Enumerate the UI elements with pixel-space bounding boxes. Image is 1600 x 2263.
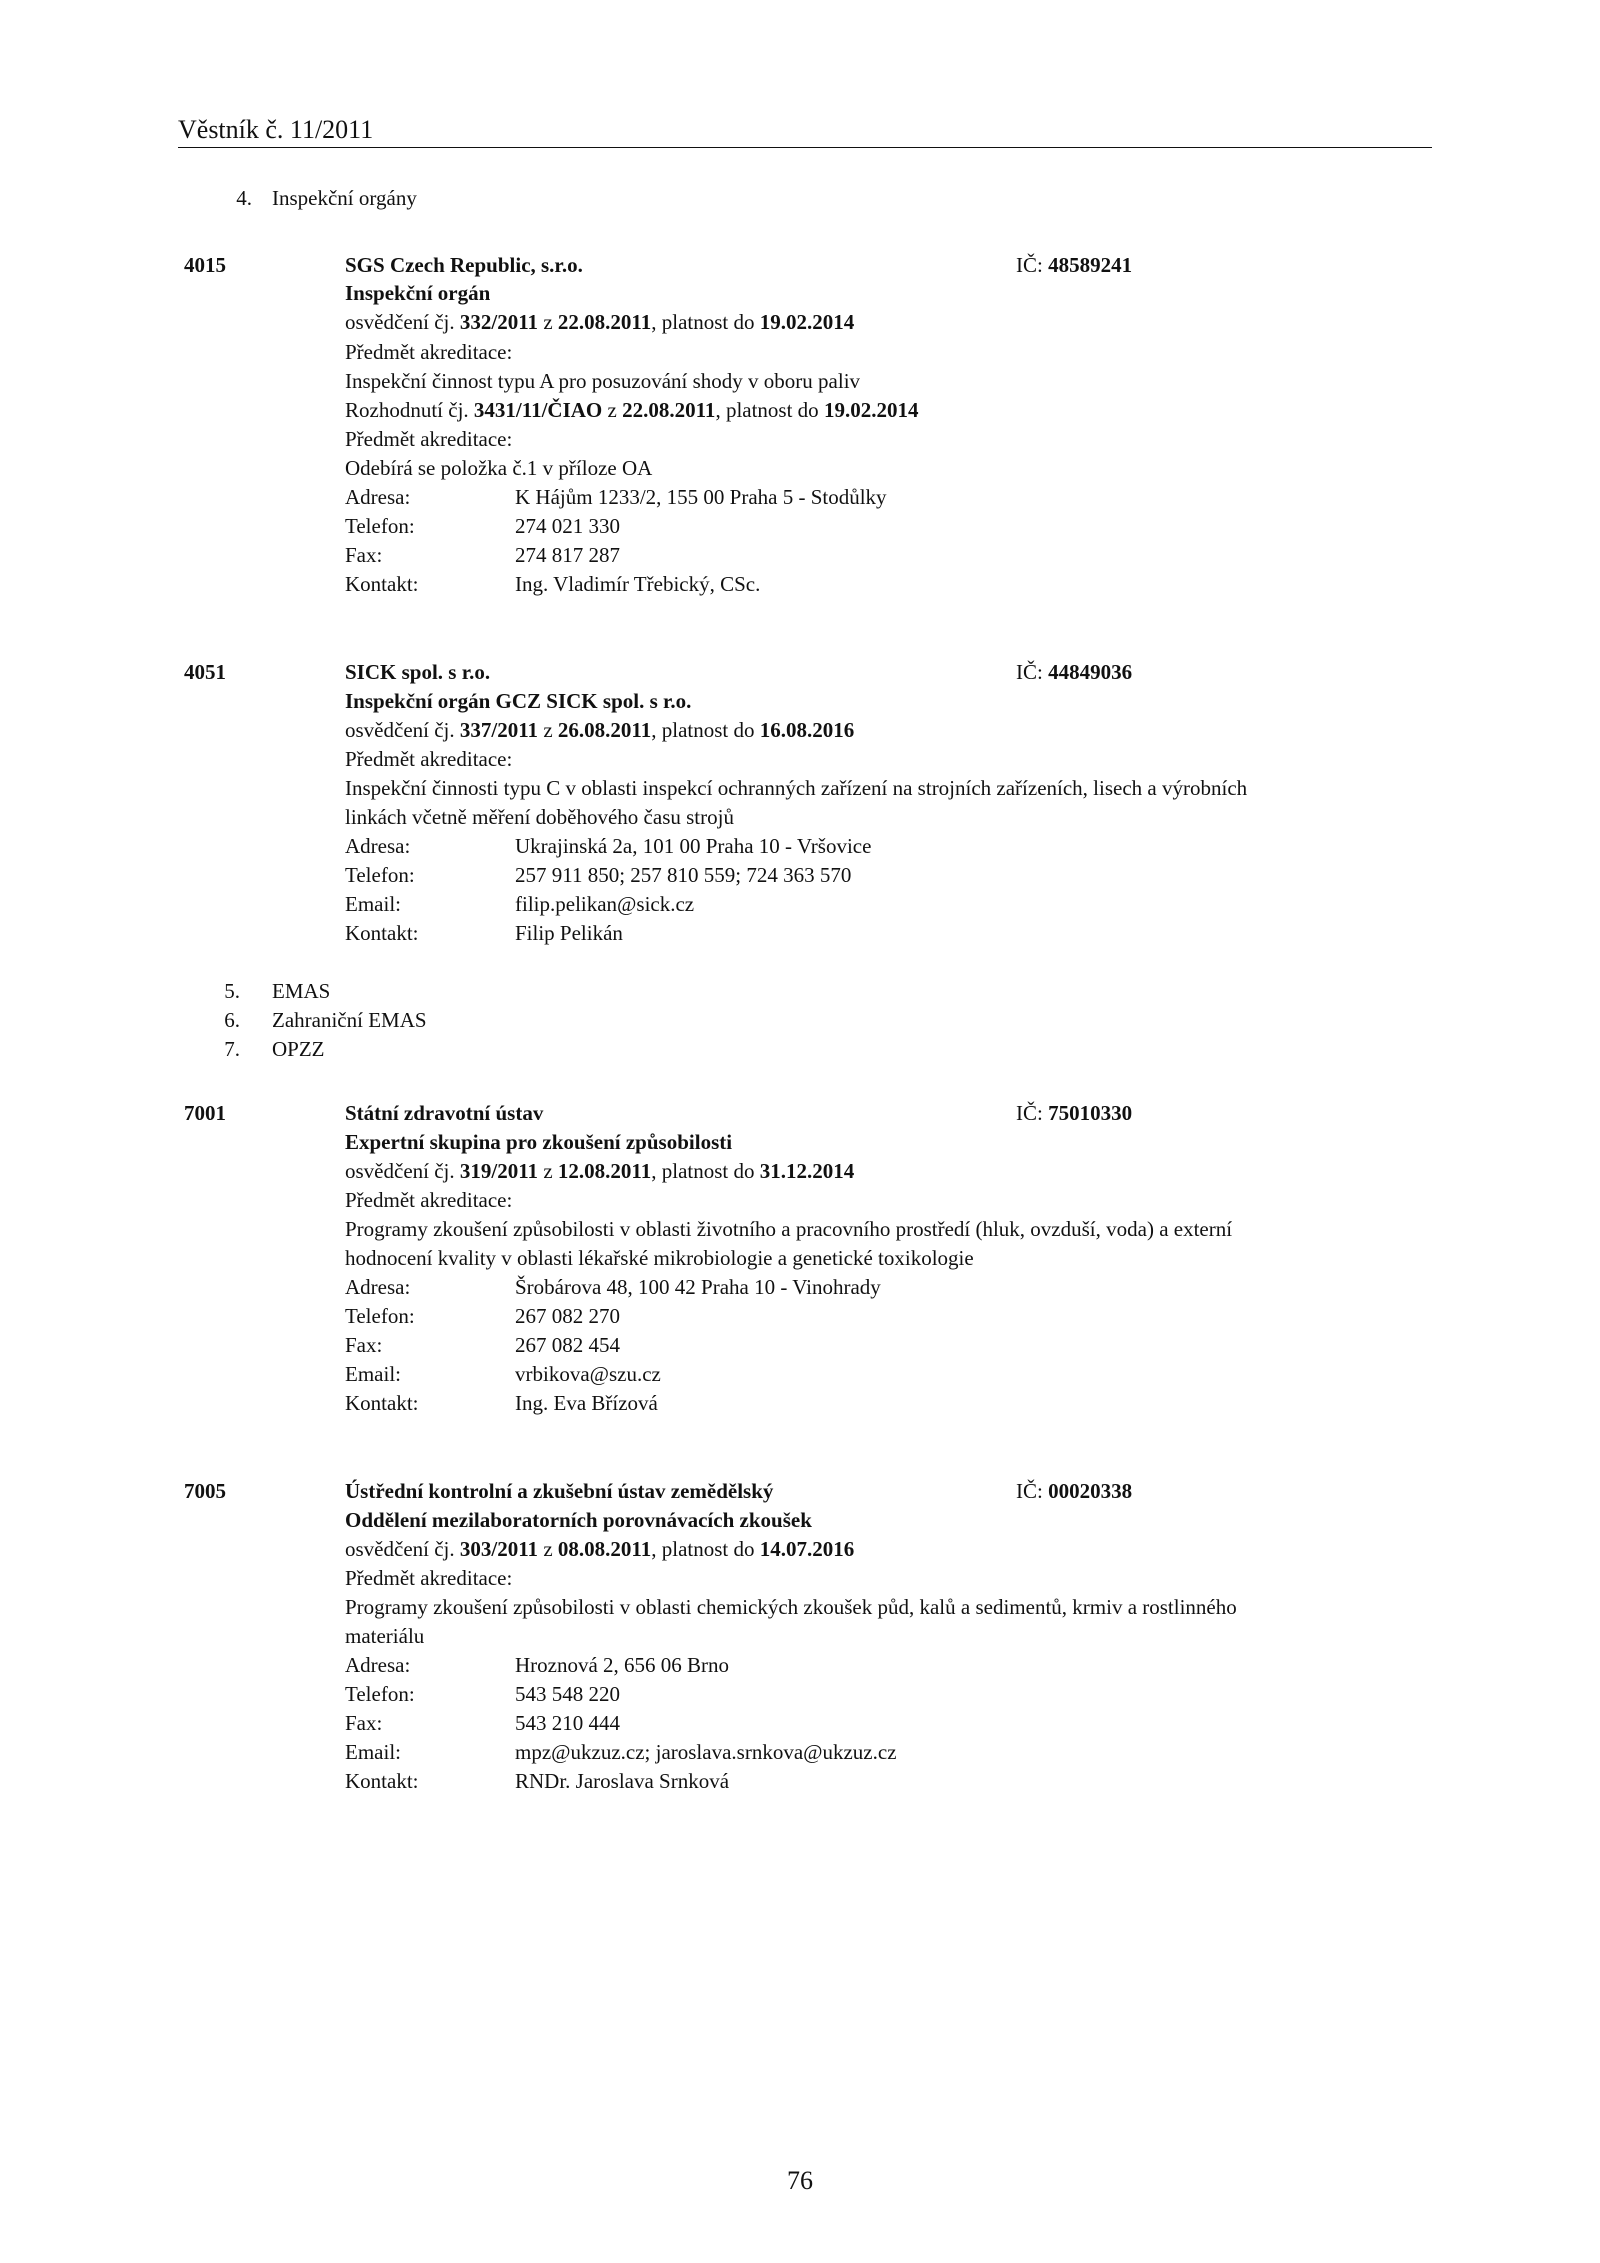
field-label: Adresa: xyxy=(345,1275,411,1299)
entry-code: 4015 xyxy=(184,253,226,277)
page-number: 76 xyxy=(787,2166,813,2195)
field-label: Fax: xyxy=(345,1711,383,1735)
certificate-line: osvědčení čj. 319/2011 z 12.08.2011, platnost do 31.12.2014 xyxy=(345,1159,855,1183)
field-label: Email: xyxy=(345,892,401,916)
running-header: Věstník č. 11/2011 xyxy=(178,115,374,144)
field-value: Ukrajinská 2a, 101 00 Praha 10 - Vršovice xyxy=(515,834,872,858)
field-label: Telefon: xyxy=(345,514,415,538)
subject-text: Inspekční činnosti typu C v oblasti inspekcí ochranných zařízení na strojních zařízeních, lisech a výrobních xyxy=(345,776,1248,800)
field-label: Fax: xyxy=(345,1333,383,1357)
ic-number: IČ: 00020338 xyxy=(1016,1479,1133,1503)
field-label: Kontakt: xyxy=(345,1769,419,1793)
field-label: Adresa: xyxy=(345,485,411,509)
subject-text: Odebírá se položka č.1 v příloze OA xyxy=(345,456,653,480)
subject-text: hodnocení kvality v oblasti lékařské mikrobiologie a genetické toxikologie xyxy=(345,1246,974,1270)
section-number: 6. xyxy=(224,1008,240,1032)
subject-label: Předmět akreditace: xyxy=(345,1566,513,1590)
field-label: Telefon: xyxy=(345,1682,415,1706)
entry-subtitle: Expertní skupina pro zkoušení způsobilosti xyxy=(345,1130,733,1154)
field-value: 274 021 330 xyxy=(515,514,620,538)
subject-label: Předmět akreditace: xyxy=(345,1188,513,1212)
field-label: Kontakt: xyxy=(345,921,419,945)
field-label: Adresa: xyxy=(345,834,411,858)
field-value: filip.pelikan@sick.cz xyxy=(515,892,695,916)
ic-number: IČ: 48589241 xyxy=(1016,253,1133,277)
field-label: Email: xyxy=(345,1362,401,1386)
section-title: Inspekční orgány xyxy=(272,186,417,210)
section-number: 5. xyxy=(224,979,240,1003)
subject-text: Programy zkoušení způsobilosti v oblasti životního a pracovního prostředí (hluk, ovzduší, voda) a externí xyxy=(345,1217,1233,1241)
field-value: 543 210 444 xyxy=(515,1711,620,1735)
subject-label: Předmět akreditace: xyxy=(345,747,513,771)
field-value: 543 548 220 xyxy=(515,1682,620,1706)
field-value: Šrobárova 48, 100 42 Praha 10 - Vinohrady xyxy=(515,1275,881,1299)
entry-name: SICK spol. s r.o. xyxy=(345,660,491,684)
subject-text: materiálu xyxy=(345,1624,425,1648)
field-value: vrbikova@szu.cz xyxy=(515,1362,661,1386)
ic-number: IČ: 44849036 xyxy=(1016,660,1133,684)
section-title: EMAS xyxy=(272,979,331,1003)
section-number: 7. xyxy=(224,1037,240,1061)
entry-name: Státní zdravotní ústav xyxy=(345,1101,544,1125)
field-value: Ing. Vladimír Třebický, CSc. xyxy=(515,572,761,596)
field-value: 267 082 454 xyxy=(515,1333,620,1357)
subject-text: linkách včetně měření doběhového času strojů xyxy=(345,805,734,829)
section-title: Zahraniční EMAS xyxy=(272,1008,427,1032)
entry-subtitle: Inspekční orgán xyxy=(345,281,491,305)
header-rule xyxy=(178,147,1432,148)
entry-code: 4051 xyxy=(184,660,226,684)
field-value: Filip Pelikán xyxy=(515,921,623,945)
field-value: 267 082 270 xyxy=(515,1304,620,1328)
entry-code: 7005 xyxy=(184,1479,226,1503)
certificate-line: osvědčení čj. 337/2011 z 26.08.2011, platnost do 16.08.2016 xyxy=(345,718,855,742)
field-label: Kontakt: xyxy=(345,1391,419,1415)
entry-name: Ústřední kontrolní a zkušební ústav zemědělský xyxy=(345,1479,774,1503)
field-value: mpz@ukzuz.cz; jaroslava.srnkova@ukzuz.cz xyxy=(515,1740,897,1764)
field-value: 274 817 287 xyxy=(515,543,620,567)
section-title: OPZZ xyxy=(272,1037,325,1061)
subject-text: Programy zkoušení způsobilosti v oblasti chemických zkoušek půd, kalů a sedimentů, krmiv a rostlinného xyxy=(345,1595,1237,1619)
section-number: 4. xyxy=(236,186,252,210)
field-label: Fax: xyxy=(345,543,383,567)
subject-text: Inspekční činnost typu A pro posuzování shody v oboru paliv xyxy=(345,369,861,393)
entry-subtitle: Oddělení mezilaboratorních porovnávacích zkoušek xyxy=(345,1508,812,1532)
certificate-line: osvědčení čj. 303/2011 z 08.08.2011, platnost do 14.07.2016 xyxy=(345,1537,855,1561)
field-label: Email: xyxy=(345,1740,401,1764)
entry-name: SGS Czech Republic, s.r.o. xyxy=(345,253,583,277)
field-label: Adresa: xyxy=(345,1653,411,1677)
entry-subtitle: Inspekční orgán GCZ SICK spol. s r.o. xyxy=(345,689,692,713)
certificate-line: osvědčení čj. 332/2011 z 22.08.2011, platnost do 19.02.2014 xyxy=(345,310,855,334)
field-label: Kontakt: xyxy=(345,572,419,596)
field-value: 257 911 850; 257 810 559; 724 363 570 xyxy=(515,863,852,887)
field-value: K Hájům 1233/2, 155 00 Praha 5 - Stodůlky xyxy=(515,485,887,509)
subject-label: Předmět akreditace: xyxy=(345,427,513,451)
decision-line: Rozhodnutí čj. 3431/11/ČIAO z 22.08.2011, platnost do 19.02.2014 xyxy=(345,398,919,422)
subject-label: Předmět akreditace: xyxy=(345,340,513,364)
field-value: RNDr. Jaroslava Srnková xyxy=(515,1769,730,1793)
field-value: Ing. Eva Břízová xyxy=(515,1391,658,1415)
field-value: Hroznová 2, 656 06 Brno xyxy=(515,1653,730,1677)
field-label: Telefon: xyxy=(345,863,415,887)
field-label: Telefon: xyxy=(345,1304,415,1328)
entry-code: 7001 xyxy=(184,1101,226,1125)
ic-number: IČ: 75010330 xyxy=(1016,1101,1133,1125)
